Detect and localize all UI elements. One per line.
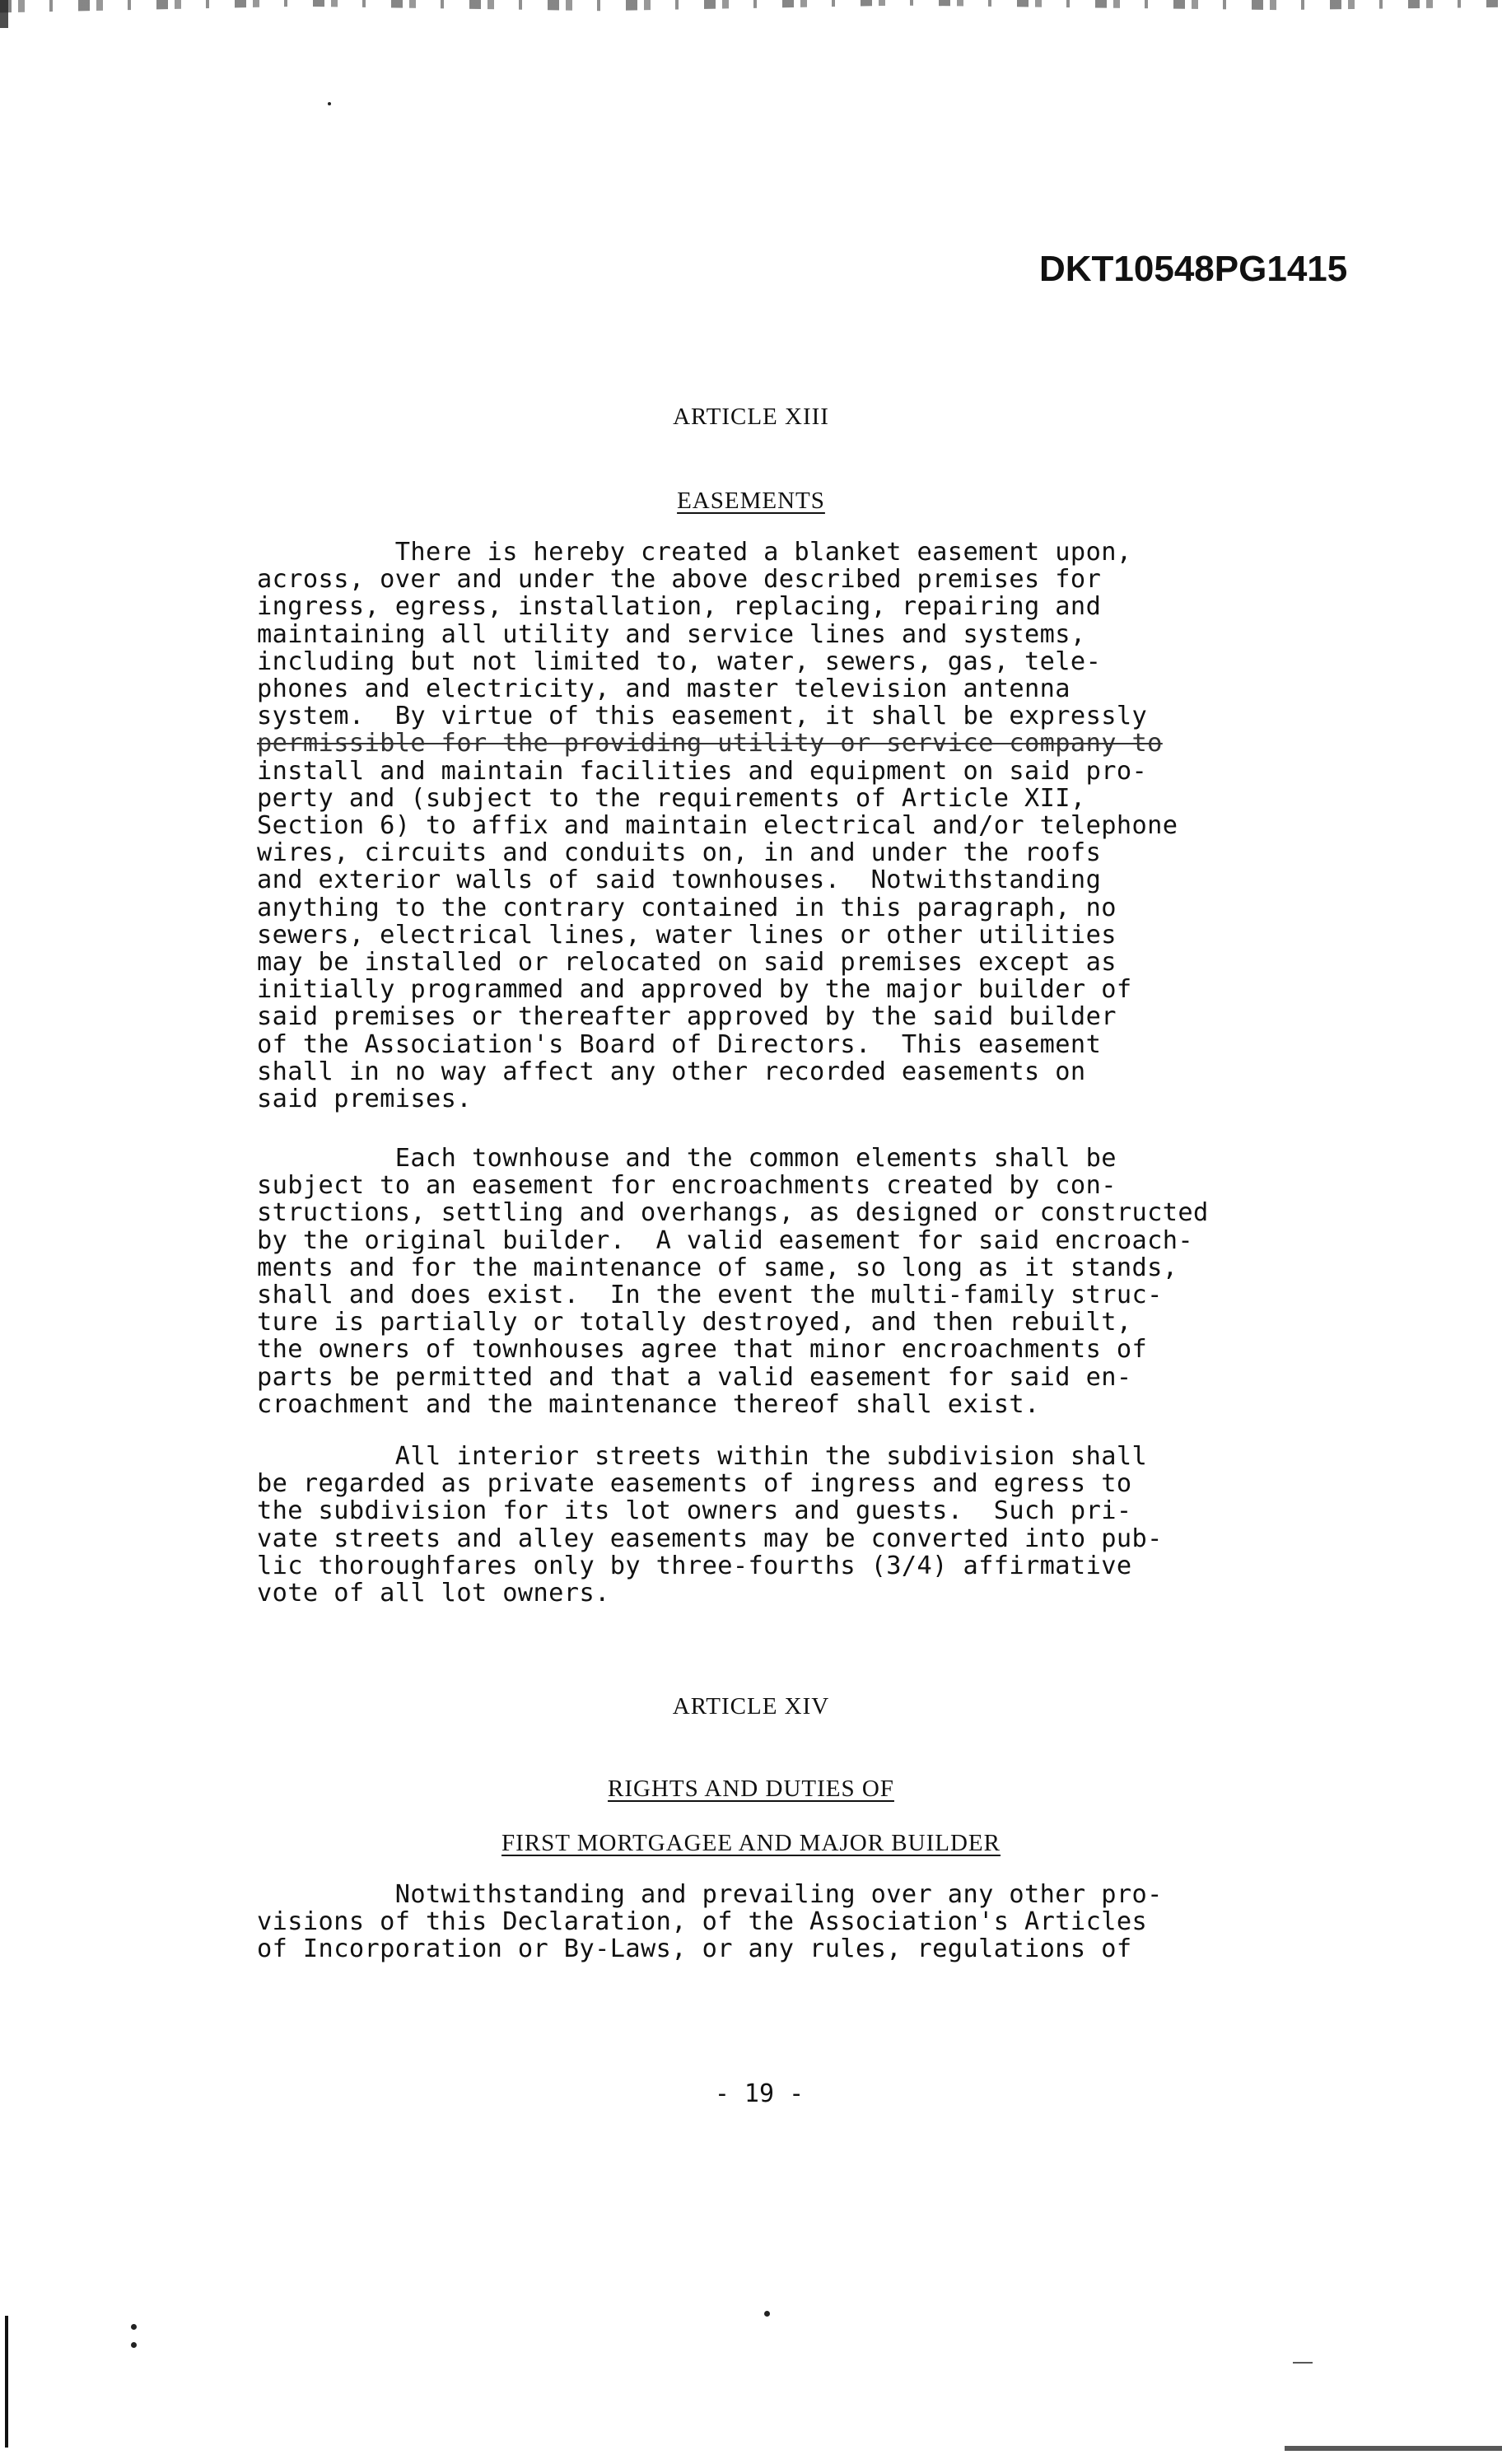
scan-edge-mark xyxy=(5,2316,8,2448)
article-xiii-subtitle xyxy=(257,488,1245,515)
text-line: sewers, electrical lines, water lines or other utilities xyxy=(257,920,1117,950)
scan-edge-mark xyxy=(1285,2446,1502,2451)
text-line: shall and does exist. In the event the multi-family struc- xyxy=(257,1281,1163,1310)
text-line: by the original builder. A valid easement for said encroach- xyxy=(257,1225,1194,1255)
text-line: Section 6) to affix and maintain electrical and/or telephone xyxy=(257,811,1178,841)
text-line: perty and (subject to the requirements of Article XII, xyxy=(257,783,1086,813)
scan-speck xyxy=(328,102,331,105)
text-line: including but not limited to, water, sewers, gas, tele- xyxy=(257,646,1102,676)
scan-edge-mark xyxy=(1293,2362,1313,2364)
text-line: install and maintain facilities and equipment on said pro- xyxy=(257,756,1148,786)
easements-paragraph-2 xyxy=(257,1145,1327,1418)
text-line: vote of all lot owners. xyxy=(257,1579,610,1608)
article-xiv-title: ARTICLE XIV xyxy=(672,1693,830,1720)
text-line: There is hereby created a blanket easement upon, xyxy=(257,538,1132,567)
scan-speck xyxy=(131,2342,137,2348)
text-line: may be installed or relocated on said premises except as xyxy=(257,948,1117,978)
text-line: ture is partially or totally destroyed, and then rebuilt, xyxy=(257,1308,1132,1337)
text-line: said premises or thereafter approved by the said builder xyxy=(257,1002,1117,1032)
text-line: of Incorporation or By-Laws, or any rules, regulations of xyxy=(257,1934,1132,1964)
article-xiv-subtitle-1 xyxy=(257,1776,1245,1803)
text-line: vate streets and alley easements may be converted into pub- xyxy=(257,1524,1163,1553)
text-line: be regarded as private easements of ingress and egress to xyxy=(257,1469,1132,1499)
text-line: Notwithstanding and prevailing over any other pro- xyxy=(257,1880,1163,1909)
text-line: across, over and under the above described premises for xyxy=(257,565,1102,595)
text-line: the owners of townhouses agree that minor encroachments of xyxy=(257,1335,1148,1365)
page-number: - 19 - xyxy=(714,2079,805,2108)
text-line: ingress, egress, installation, replacing, repairing and xyxy=(257,592,1102,622)
easements-heading: EASEMENTS xyxy=(677,488,825,514)
rights-paragraph-1 xyxy=(257,1881,1327,1963)
text-line: initially programmed and approved by the major builder of xyxy=(257,975,1132,1005)
rights-duties-heading: RIGHTS AND DUTIES OF xyxy=(608,1776,894,1802)
article-xiv-subtitle-2 xyxy=(257,1830,1245,1857)
first-mortgagee-heading: FIRST MORTGAGEE AND MAJOR BUILDER xyxy=(501,1830,1001,1856)
text-line: the subdivision for its lot owners and guests. Such pri- xyxy=(257,1496,1132,1526)
text-line: and exterior walls of said townhouses. Notwithstanding xyxy=(257,866,1102,895)
text-line: subject to an easement for encroachments created by con- xyxy=(257,1171,1117,1201)
text-line: phones and electricity, and master television antenna xyxy=(257,674,1071,704)
text-line: structions, settling and overhangs, as designed or constructed xyxy=(257,1198,1209,1228)
text-line: parts be permitted and that a valid easement for said en- xyxy=(257,1362,1132,1392)
text-line: shall in no way affect any other recorded easements on xyxy=(257,1057,1086,1086)
easements-paragraph-1 xyxy=(257,539,1327,1113)
text-line: permissible for the providing utility or service company to xyxy=(257,729,1163,758)
text-line: said premises. xyxy=(257,1085,472,1114)
text-line: ments and for the maintenance of same, so long as it stands, xyxy=(257,1253,1178,1282)
text-line: system. By virtue of this easement, it shall be expressly xyxy=(257,702,1148,731)
text-line: wires, circuits and conduits on, in and under the roofs xyxy=(257,838,1102,868)
scan-noise-top xyxy=(0,0,1502,18)
text-line: All interior streets within the subdivision shall xyxy=(257,1442,1148,1471)
article-xiii-title: ARTICLE XIII xyxy=(673,404,829,430)
scan-speck xyxy=(131,2324,137,2330)
text-line: lic thoroughfares only by three-fourths (3/4) affirmative xyxy=(257,1551,1132,1580)
easements-paragraph-3 xyxy=(257,1443,1327,1607)
scan-speck xyxy=(764,2311,770,2317)
text-line: croachment and the maintenance thereof shall exist. xyxy=(257,1389,1040,1419)
book-page-reference: DKT10548PG1415 xyxy=(1039,249,1348,289)
text-line: anything to the contrary contained in this paragraph, no xyxy=(257,893,1117,922)
text-line: visions of this Declaration, of the Association's Articles xyxy=(257,1907,1148,1937)
text-line: Each townhouse and the common elements shall be xyxy=(257,1144,1117,1173)
scan-edge-mark xyxy=(0,0,8,28)
text-line: of the Association's Board of Directors. This easement xyxy=(257,1029,1102,1059)
text-line: maintaining all utility and service lines and systems, xyxy=(257,619,1086,649)
